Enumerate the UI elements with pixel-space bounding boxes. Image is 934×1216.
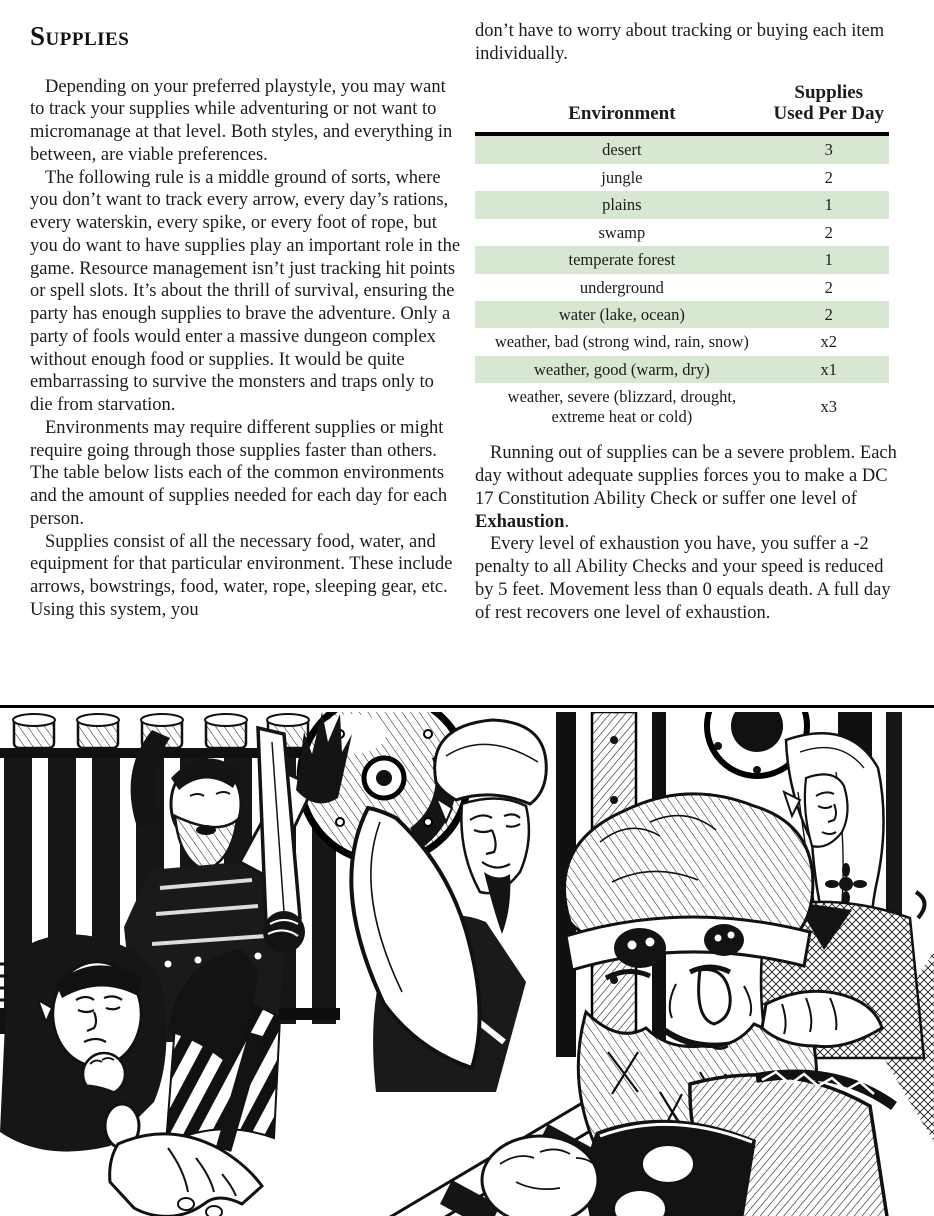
environment-cell: desert: [602, 140, 642, 160]
paragraph: Every level of exhaustion you have, you suffer a -2 penalty to all Ability Checks and your speed is reduced by 5 feet. Movement less than 0 equals death. A full day of rest recovers one level of exhaustion.: [475, 534, 891, 623]
paragraph: Depending on your preferred playstyle, you may want to track your supplies while adventuring or not want to micromanage at that level. Both styles, and everything in between, are viable preferences.: [30, 76, 453, 165]
tavern-illustration-art: [0, 712, 934, 1216]
gauntlet: [263, 911, 305, 953]
environment-cell: underground: [579, 277, 664, 297]
environment-cell: water (lake, ocean): [558, 305, 685, 324]
environment-cell: swamp: [598, 222, 646, 242]
table-row: [475, 356, 889, 383]
supplies-cell: x2: [820, 332, 837, 352]
supplies-cell: x1: [820, 359, 837, 379]
supplies-cell: 1: [824, 195, 833, 215]
table-row: [475, 274, 889, 301]
table-row: [475, 219, 889, 246]
paragraph: don’t have to worry about tracking or buying each item individually.: [475, 21, 885, 64]
supplies-cell: 1: [824, 250, 833, 270]
table-row: [475, 383, 889, 430]
supplies-table: [475, 80, 889, 431]
table-row: [475, 246, 889, 273]
white-cap: [435, 720, 547, 804]
environment-cell: jungle: [601, 167, 643, 187]
environment-cell: weather, good (warm, dry): [534, 359, 710, 379]
dwarf-left-hand: [482, 1136, 598, 1216]
supplies-cell: 2: [824, 167, 833, 187]
paragraph: Supplies consist of all the necessary food, water, and equipment for that particular environment. These include arrows, bowstrings, food, water, rope, sleeping gear, etc. Using this system, you: [30, 531, 453, 620]
table-header-supplies: Supplies Used Per Day: [769, 80, 889, 135]
table-row: [475, 328, 889, 355]
table-row: [475, 301, 889, 328]
left-column: [30, 20, 461, 705]
supplies-cell: x3: [820, 397, 837, 417]
supplies-cell: 3: [824, 140, 833, 160]
supplies-cell: 2: [824, 305, 833, 324]
table-row: [475, 191, 889, 218]
paragraph-text: .: [564, 511, 570, 532]
environment-cell: plains: [602, 195, 642, 215]
tavern-illustration: [0, 705, 934, 1216]
paragraph: Environments may require different supplies or might require going through those supplies faster than others. The table below lists each of the common environments and the amount of supplies needed for each day for each person.: [30, 417, 448, 529]
elf-brooch: [839, 877, 853, 891]
environment-cell: weather, severe (blizzard, drought, extreme heat or cold): [507, 387, 737, 426]
paragraph: [475, 442, 906, 533]
table-header-row: [475, 80, 889, 135]
skull-medallion: [704, 924, 744, 956]
page-title: Supplies: [30, 21, 130, 51]
environment-cell: temperate forest: [568, 250, 676, 270]
supplies-cell: 2: [824, 222, 833, 242]
right-column: [475, 20, 906, 705]
table-row: [475, 164, 889, 191]
paragraph-text: Running out of supplies can be a severe problem. Each day without adequate supplies forces you to make a DC 17 Constitution Ability Check or suffer one level of: [475, 443, 897, 509]
table-row: [475, 134, 889, 163]
paragraph: The following rule is a middle ground of sorts, where you don’t want to track every arrow, every day’s rations, every waterskin, every spike, or every foot of rope, but you do want to have supplies play an important role in the game. Resource management isn’t just tracking hit points or spell slots. It’s about the thrill of survival, ensuring the party has enough supplies to brave the adventure. Only a party of fools would enter a massive dungeon complex without enough food or supplies. It would be quite embarrassing to survive the monsters and traps only to die from starvation.: [30, 167, 461, 416]
table-header-environment: Environment: [475, 80, 769, 135]
exhaustion-bold-text: Exhaustion: [475, 511, 565, 532]
skull-medallion: [614, 928, 666, 968]
environment-cell: weather, bad (strong wind, rain, snow): [494, 332, 749, 352]
supplies-cell: 2: [824, 277, 833, 297]
